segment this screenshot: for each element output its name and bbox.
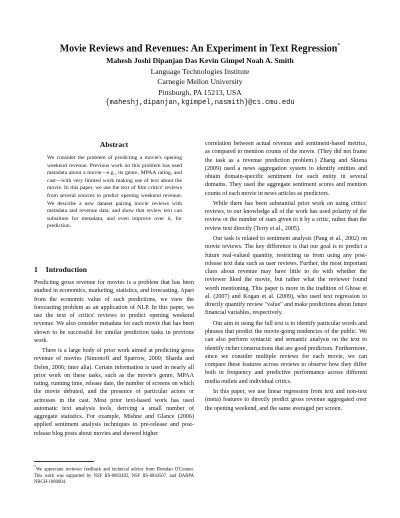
abstract-heading: Abstract — [99, 140, 129, 149]
author-institute: Language Technologies Institute — [150, 66, 250, 76]
title-footnote-mark: * — [337, 43, 341, 49]
right-paragraph-2: While there has been substantial prior work on using critics' reviews, to our knowledge all of the work has used polarity of the review or the number of stars given to it by a critic, rather than the review text directly (Terry et al., 2005). — [205, 200, 367, 232]
section-title: Introduction — [45, 265, 88, 274]
footnote — [34, 464, 194, 486]
introduction-body — [34, 279, 194, 438]
footnote-mark: * — [34, 464, 36, 469]
author-university: Carnegie Mellon University — [157, 77, 243, 86]
right-column-body — [205, 140, 367, 413]
section-heading-introduction — [34, 265, 87, 274]
paper-title-text: Movie Reviews and Revenues: An Experiment in Text Regression — [59, 43, 338, 55]
section-number: 1 — [34, 265, 38, 274]
intro-paragraph-1: Predicting gross revenue for movies is a problem that has been studied in economics, marketing, statistics, and forecasting. Apart from the economic value of such predictions, we view the forecasting problem as an application of NLP. In this paper, we use the text of critics' reviews to predict opening weekend revenue. We also consider metadata for each movie that has been shown to be successful for similar prediction tasks in previous work. — [34, 280, 194, 344]
right-paragraph-4: Our aim in using the full text is to identify particular words and phrases that predict the movie-going tendencies of the public. We can also perform syntactic and semantic analysis on the text to identify richer constructions that are good predictors. Furthermore, since we consider multiple reviews for each movie, we can compare these features across reviews to observe how they differ both in frequency and predictive performance across different media outlets and individual critics. — [205, 320, 367, 385]
author-names: Mahesh Joshi Dipanjan Das Kevin Gimpel Noah A. Smith — [106, 56, 294, 65]
footnote-rule — [34, 461, 94, 462]
right-paragraph-1: correlation between actual revenue and sentiment-based metrics, as compared to mention counts of the movie. (They did not frame the task as a revenue prediction problem.) Zhang and Skiena (2009) used a news aggregation system to identify entities and obtain domain-specific sentiment for each entity in several domains. They used the aggregate sentiment scores and mention counts of each movie in news articles as predictors. — [205, 141, 367, 197]
author-block — [0, 56, 400, 109]
right-paragraph-3: Our task is related to sentiment analysis (Pang et al., 2002) on movie reviews. The key difference is that our goal is to predict a future real-valued quantity, restricting us from using any post-release text data such as user reviews. Further, the most important clues about revenue may have little to do with whether the reviewer liked the movie, but rather what the reviewer found worth mentioning. This paper is more in the tradition of Ghose et al. (2007) and Kogan et al. (2009), who used text regression to directly quantify review "value" and make predictions about future financial variables, respectively. — [205, 236, 367, 317]
author-city: Pittsburgh, PA 15213, USA — [158, 87, 242, 97]
author-email: {maheshj,dipanjan,kgimpel,nasmith}@cs.cmu.edu — [105, 99, 295, 107]
intro-paragraph-2: There is a large body of prior work aimed at predicting gross revenue of movies (Simonoff and Sparrow, 2000; Sharda and Delen, 2006; inter alia). Certain information is used in nearly all prior work on these tasks, such as the movie's genre, MPAA rating, running time, release date, the number of screens on which the movie debuted, and the presence of particular actors or actresses in the cast. Most prior text-based work has used automatic text analysis tools, deriving a small number of aggregate statistics. For example, Mishne and Glance (2006) applied sentiment analysis techniques to pre-release and post-release blog posts about movies and showed higher — [34, 348, 194, 437]
paper-title — [0, 40, 400, 55]
right-paragraph-5: In this paper, we use linear regression from text and non-text (meta) features to directly predict gross revenue aggregated over the opening weekend, and the same averaged per screen. — [205, 389, 367, 412]
footnote-text: We appreciate reviewer feedback and technical advice from Brendan O'Connor. This work was supported by NSF IIS-0803482, NSF IIS-0844507, and DARPA NBCH-1080004. — [34, 467, 194, 485]
abstract-text: We consider the problem of predicting a movie's opening weekend revenue. Previous work on this problem has used metadata about a movie—e.g., its genre, MPAA rating, and cast—with very limited work making use of text about the movie. In this paper, we use the text of film critics' reviews from several sources to predict opening weekend revenue. We describe a new dataset pairing movie reviews with metadata and revenue data, and show that review text can substitute for metadata, and even improve over it, for prediction. — [47, 155, 182, 230]
